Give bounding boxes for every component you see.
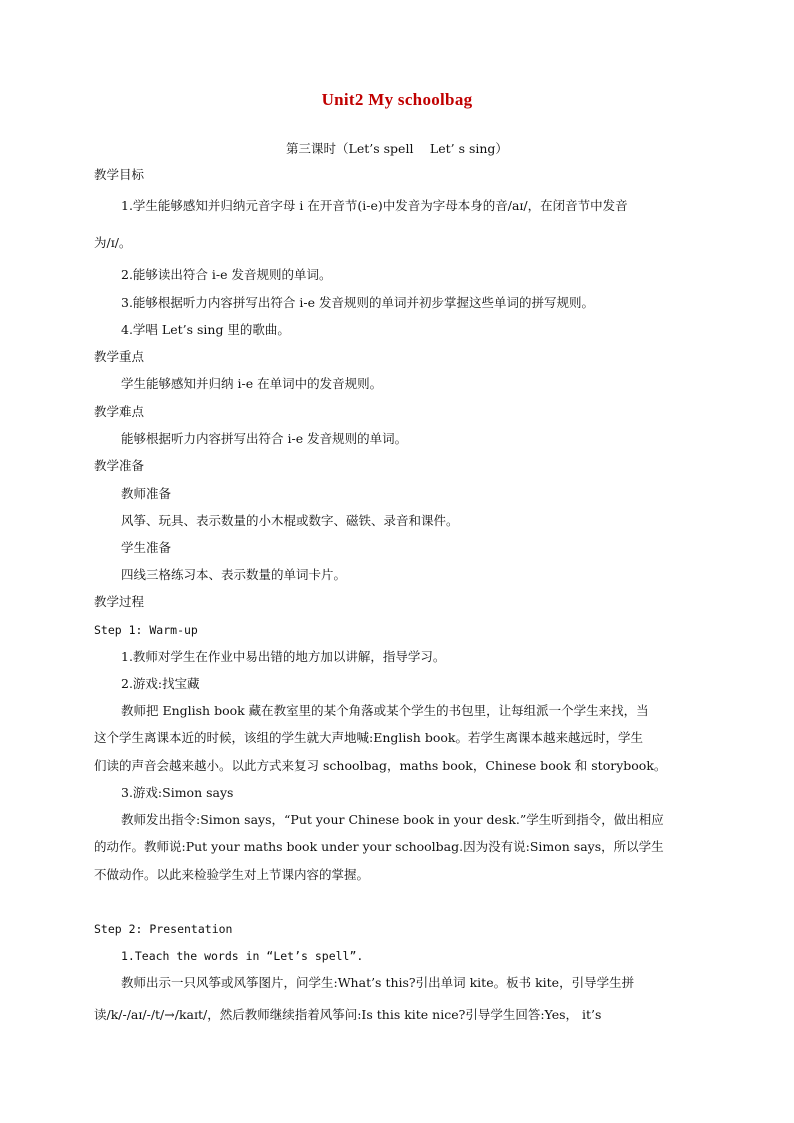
objective-item-1: 1.学生能够感知并归纳元音字母 i 在开音节(i-e)中发音为字母本身的音/aɪ/，在闭音节中发音	[121, 198, 628, 213]
step-1-paragraph-1-line-2: 这个学生离课本近的时候，该组的学生就大声地喊:English book。若学生离课本越来越远时，学生	[94, 730, 643, 745]
step-1-item-1: 1.教师对学生在作业中易出错的地方加以讲解，指导学习。	[121, 649, 446, 664]
section-heading-process: 教学过程	[94, 594, 145, 609]
objective-item-3: 3.能够根据听力内容拼写出符合 i-e 发音规则的单词并初步掌握这些单词的拼写规则。	[121, 295, 594, 310]
step-1-paragraph-1-line-1: 教师把 English book 藏在教室里的某个角落或某个学生的书包里，让每组派一个学生来找，当	[121, 703, 649, 718]
step-2-paragraph-1-line-1: 教师出示一只风筝或风筝图片，问学生:What’s this?引出单词 kite。板书 kite，引导学生拼	[121, 975, 635, 990]
step-2-item-1: 1.Teach the words in “Let’s spell”.	[121, 949, 364, 963]
section-heading-key-points: 教学重点	[94, 349, 145, 364]
step-1-paragraph-2-line-2: 的动作。教师说:Put your maths book under your schoolbag.因为没有说:Simon says，所以学生	[94, 839, 664, 854]
section-heading-objectives: 教学目标	[94, 167, 145, 182]
step-2-heading: Step 2: Presentation	[94, 922, 233, 936]
teacher-prep-text: 风筝、玩具、表示数量的小木棍或数字、磁铁、录音和课件。	[121, 513, 459, 528]
difficulties-text: 能够根据听力内容拼写出符合 i-e 发音规则的单词。	[121, 431, 408, 446]
document-title: Unit2 My schoolbag	[321, 90, 473, 109]
step-1-paragraph-2-line-3: 不做动作。以此来检验学生对上节课内容的掌握。	[94, 867, 370, 882]
objective-item-2: 2.能够读出符合 i-e 发音规则的单词。	[121, 267, 332, 282]
section-heading-difficulties: 教学难点	[94, 404, 145, 419]
step-1-paragraph-2-line-1: 教师发出指令:Simon says，“Put your Chinese book in your desk.”学生听到指令，做出相应	[121, 812, 664, 827]
section-heading-preparation: 教学准备	[94, 458, 145, 473]
teacher-prep-label: 教师准备	[121, 486, 172, 501]
step-1-item-2: 2.游戏:找宝藏	[121, 676, 200, 691]
objective-item-4: 4.学唱 Let’s sing 里的歌曲。	[121, 322, 290, 337]
lesson-subtitle: 第三课时（Let’s spell Let’ s sing）	[286, 141, 508, 156]
step-1-item-3: 3.游戏:Simon says	[121, 785, 234, 800]
student-prep-text: 四线三格练习本、表示数量的单词卡片。	[121, 567, 347, 582]
step-1-paragraph-1-line-3: 们读的声音会越来越小。以此方式来复习 schoolbag，maths book，Chinese book 和 storybook。	[94, 758, 667, 773]
key-points-text: 学生能够感知并归纳 i-e 在单词中的发音规则。	[121, 376, 383, 391]
step-1-heading: Step 1: Warm-up	[94, 623, 198, 637]
step-2-paragraph-1-line-2: 读/k/-/aɪ/-/t/→/kaɪt/，然后教师继续指着风筝问:Is this kite nice?引导学生回答:Yes， it’s	[94, 1007, 602, 1022]
student-prep-label: 学生准备	[121, 540, 172, 555]
objective-item-1-cont: 为/ɪ/。	[94, 235, 132, 250]
